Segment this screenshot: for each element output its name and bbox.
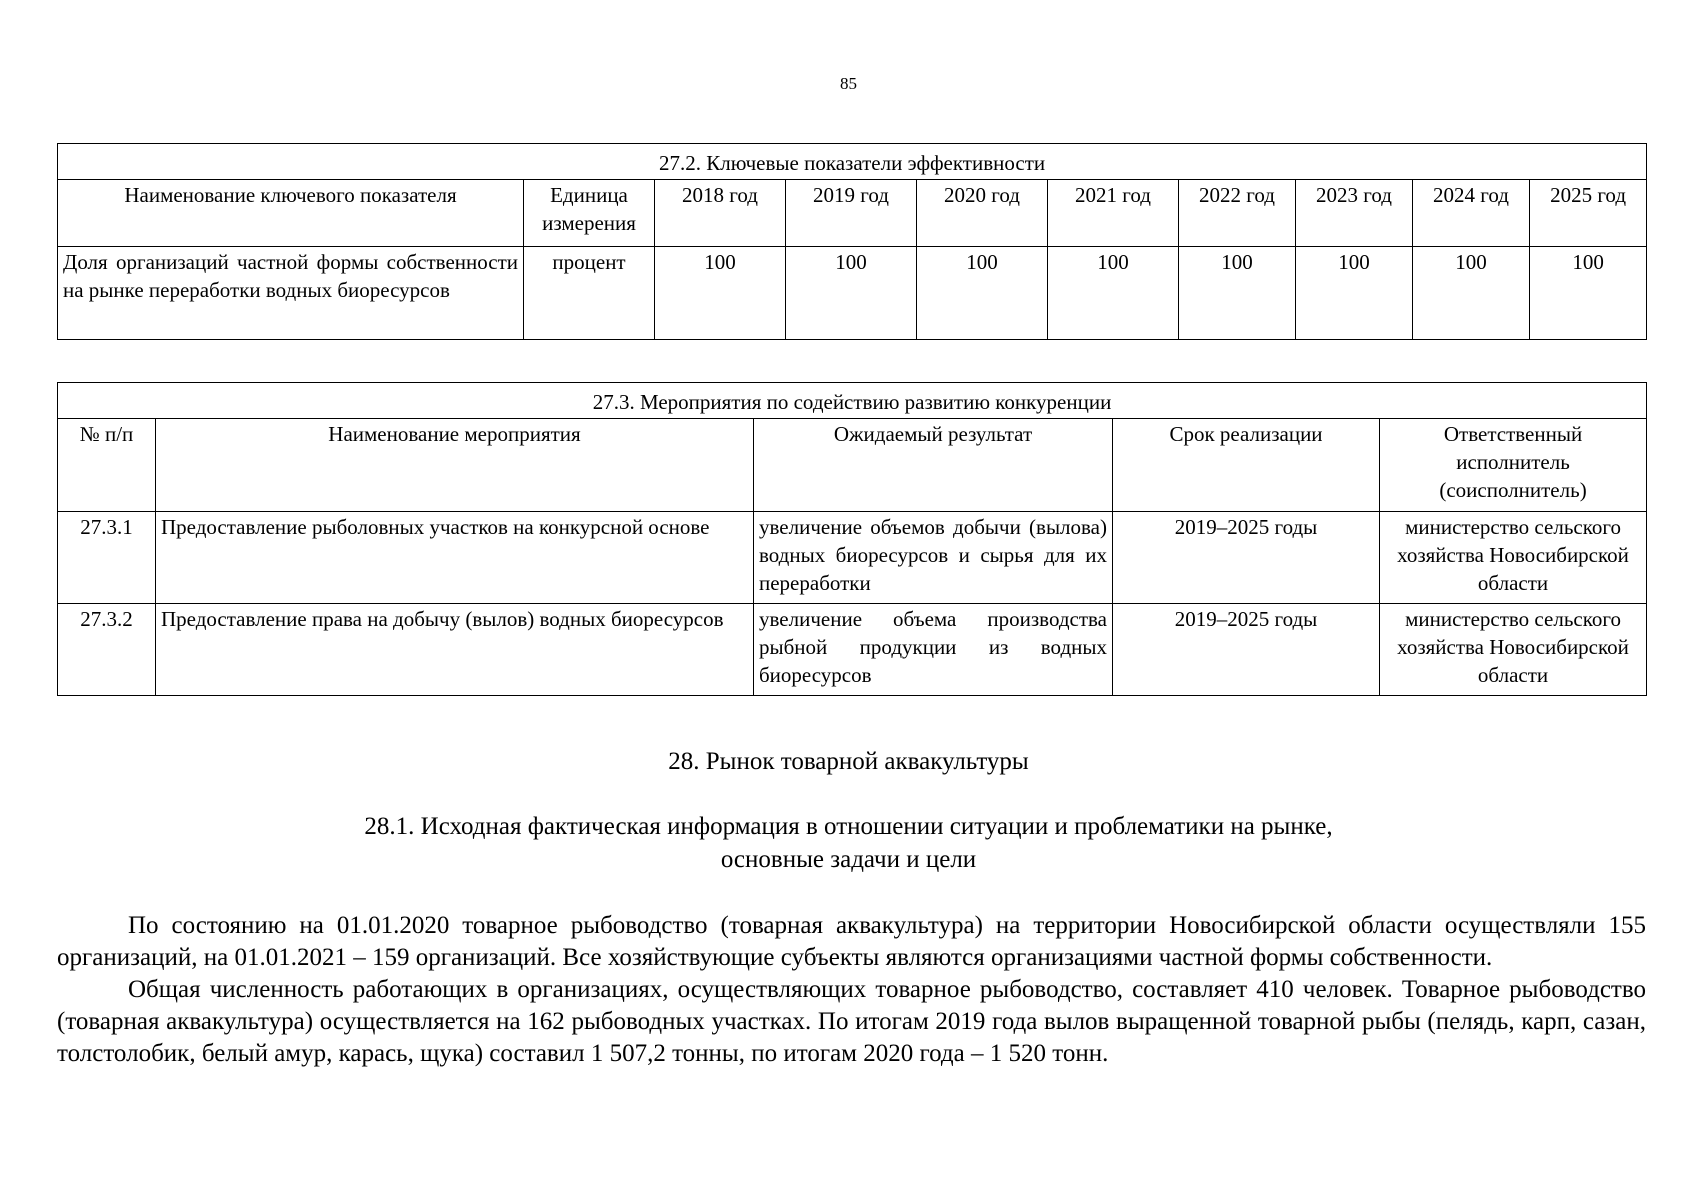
measures-header-num: № п/п <box>58 419 156 512</box>
measure-result: увеличение объема производства рыбной продукции из водных биоресурсов <box>754 604 1113 696</box>
kpi-header-year: 2025 год <box>1530 180 1647 247</box>
paragraph: Общая численность работающих в организациях, осуществляющих товарное рыбоводство, составляет 410 человек. Товарное рыбоводство (товарная аквакультура) осуществляется на 162 рыбоводных участках. По итогам 2019 года вылов выращенной товарной рыбы (пелядь, карп, сазан, толстолобик, белый амур, карась, щука) составил 1 507,2 тонны, по итогам 2020 года – 1 520 тонн. <box>57 976 1646 1067</box>
section-title: 28. Рынок товарной аквакультуры <box>668 748 1029 775</box>
kpi-header-year: 2018 год <box>655 180 786 247</box>
measure-responsible: министерство сельского хозяйства Новосибирской области <box>1380 512 1647 604</box>
kpi-table-caption: 27.2. Ключевые показатели эффективности <box>58 144 1647 180</box>
kpi-row-value: 100 <box>1048 247 1179 340</box>
measure-num: 27.3.2 <box>58 604 156 696</box>
table-row <box>58 247 1647 340</box>
kpi-table <box>57 143 1647 340</box>
measure-name: Предоставление права на добычу (вылов) водных биоресурсов <box>156 604 754 696</box>
measures-header-responsible: Ответственный исполнитель (соисполнитель) <box>1380 419 1647 512</box>
subsection-title <box>0 810 1697 876</box>
page-number: 85 <box>840 74 857 93</box>
measure-name: Предоставление рыболовных участков на конкурсной основе <box>156 512 754 604</box>
kpi-row-value: 100 <box>1179 247 1296 340</box>
subsection-title-line: основные задачи и цели <box>720 846 977 873</box>
paragraph: По состоянию на 01.01.2020 товарное рыбоводство (товарная аквакультура) на территории Новосибирской области осуществляли 155 организаций, на 01.01.2021 – 159 организаций. Все хозяйствующие субъекты являются организациями частной формы собственности. <box>57 912 1646 971</box>
kpi-header-year: 2019 год <box>786 180 917 247</box>
measures-header-name: Наименование мероприятия <box>156 419 754 512</box>
table-row <box>58 604 1647 696</box>
table-row <box>58 512 1647 604</box>
measure-result: увеличение объемов добычи (вылова) водных биоресурсов и сырья для их переработки <box>754 512 1113 604</box>
measure-period: 2019–2025 годы <box>1113 604 1380 696</box>
subsection-title-line: 28.1. Исходная фактическая информация в отношении ситуации и проблематики на рынке, <box>364 813 1333 840</box>
measures-header-result: Ожидаемый результат <box>754 419 1113 512</box>
kpi-row-value: 100 <box>1296 247 1413 340</box>
measures-table-caption: 27.3. Мероприятия по содействию развитию конкуренции <box>58 383 1647 419</box>
measures-header-period: Срок реализации <box>1113 419 1380 512</box>
kpi-row-name: Доля организаций частной формы собственности на рынке переработки водных биоресурсов <box>58 247 524 340</box>
measure-num: 27.3.1 <box>58 512 156 604</box>
kpi-header-year: 2023 год <box>1296 180 1413 247</box>
kpi-row-unit: процент <box>524 247 655 340</box>
kpi-row-value: 100 <box>655 247 786 340</box>
body-text <box>57 910 1646 1070</box>
measure-period: 2019–2025 годы <box>1113 512 1380 604</box>
kpi-header-year: 2020 год <box>917 180 1048 247</box>
kpi-header-unit: Единица измерения <box>524 180 655 247</box>
kpi-row-value: 100 <box>1413 247 1530 340</box>
kpi-row-value: 100 <box>1530 247 1647 340</box>
measures-table <box>57 382 1647 696</box>
kpi-row-value: 100 <box>917 247 1048 340</box>
kpi-header-year: 2021 год <box>1048 180 1179 247</box>
kpi-header-year: 2024 год <box>1413 180 1530 247</box>
kpi-row-value: 100 <box>786 247 917 340</box>
measure-responsible: министерство сельского хозяйства Новосибирской области <box>1380 604 1647 696</box>
kpi-header-name: Наименование ключевого показателя <box>58 180 524 247</box>
kpi-header-year: 2022 год <box>1179 180 1296 247</box>
